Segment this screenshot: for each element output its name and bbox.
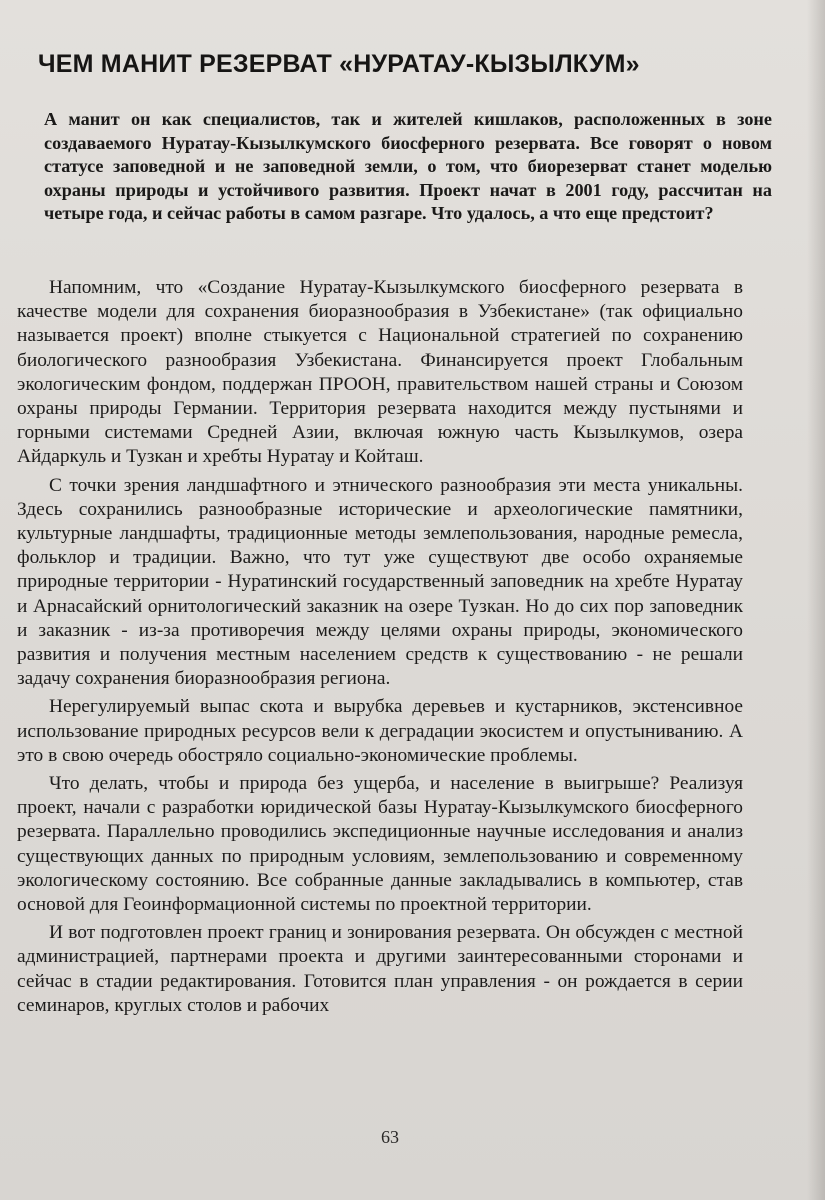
article-title: ЧЕМ МАНИТ РЕЗЕРВАТ «НУРАТАУ-КЫЗЫЛКУМ» bbox=[38, 50, 640, 78]
body-paragraph: Напомним, что «Создание Нуратау-Кызылкумского биосферного резервата в качестве модели для сохранения биоразнообразия в Узбекистане» (так официально называется проект) вполне стыкуется с Национальной стратегией по сохранению биологического разнообразия Узбекистана. Финансируется проект Глобальным экологическим фондом, поддержан ПРООН, правительством нашей страны и Союзом охраны природы Германии. Территория резервата находится между пустынями и горными системами Средней Азии, включая южную часть Кызылкумов, озера Айдаркуль и Тузкан и хребты Нуратау и Койташ. bbox=[17, 277, 743, 468]
article-body bbox=[17, 276, 743, 1022]
body-paragraph: Что делать, чтобы и природа без ущерба, и население в выигрыше? Реализуя проект, начали с разработки юридической базы Нуратау-Кызылкумского биосферного резервата. Параллельно проводились экспедиционные научные исследования и анализ существующих данных по природным условиям, землепользованию и современному экологическому состоянию. Все собранные данные закладывались в компьютер, став основой для Геоинформационной системы по проектной территории. bbox=[17, 773, 743, 916]
body-paragraph: Нерегулируемый выпас скота и вырубка деревьев и кустарников, экстенсивное использование природных ресурсов вели к деградации экосистем и опустыниванию. А это в свою очередь обостряло социально-экономические проблемы. bbox=[17, 696, 743, 766]
body-paragraph: С точки зрения ландшафтного и этнического разнообразия эти места уникальны. Здесь сохранились разнообразные исторические и археологические памятники, культурные ландшафты, традиционные методы землепользования, народные ремесла, фольклор и традиции. Важно, что тут уже существуют две особо охраняемые природные территории - Нуратинский государственный заповедник на хребте Нуратау и Арнасайский орнитологический заказник на озере Тузкан. Но до сих пор заповедник и заказник - из-за противоречия между целями охраны природы, экономического развития и получения местным населением средств к существованию - не решали задачу сохранения биоразнообразия региона. bbox=[17, 474, 743, 690]
page-edge-shadow bbox=[807, 0, 825, 1200]
page-number: 63 bbox=[381, 1127, 399, 1147]
body-paragraph: И вот подготовлен проект границ и зонирования резервата. Он обсужден с местной администрацией, партнерами проекта и другими заинтересованными сторонами и сейчас в стадии редактирования. Готовится план управления - он рождается в серии семинаров, круглых столов и рабочих bbox=[17, 922, 743, 1016]
article-lead: А манит он как специалистов, так и жителей кишлаков, расположенных в зоне создаваемого Нуратау-Кызылкумского биосферного резервата. Все говорят о новом статусе заповедной и не заповедной земли, о том, что биорезерват станет моделью охраны природы и устойчивого развития. Проект начат в 2001 году, рассчитан на четыре года, и сейчас работы в самом разгаре. Что удалось, а что еще предстоит? bbox=[44, 109, 772, 224]
